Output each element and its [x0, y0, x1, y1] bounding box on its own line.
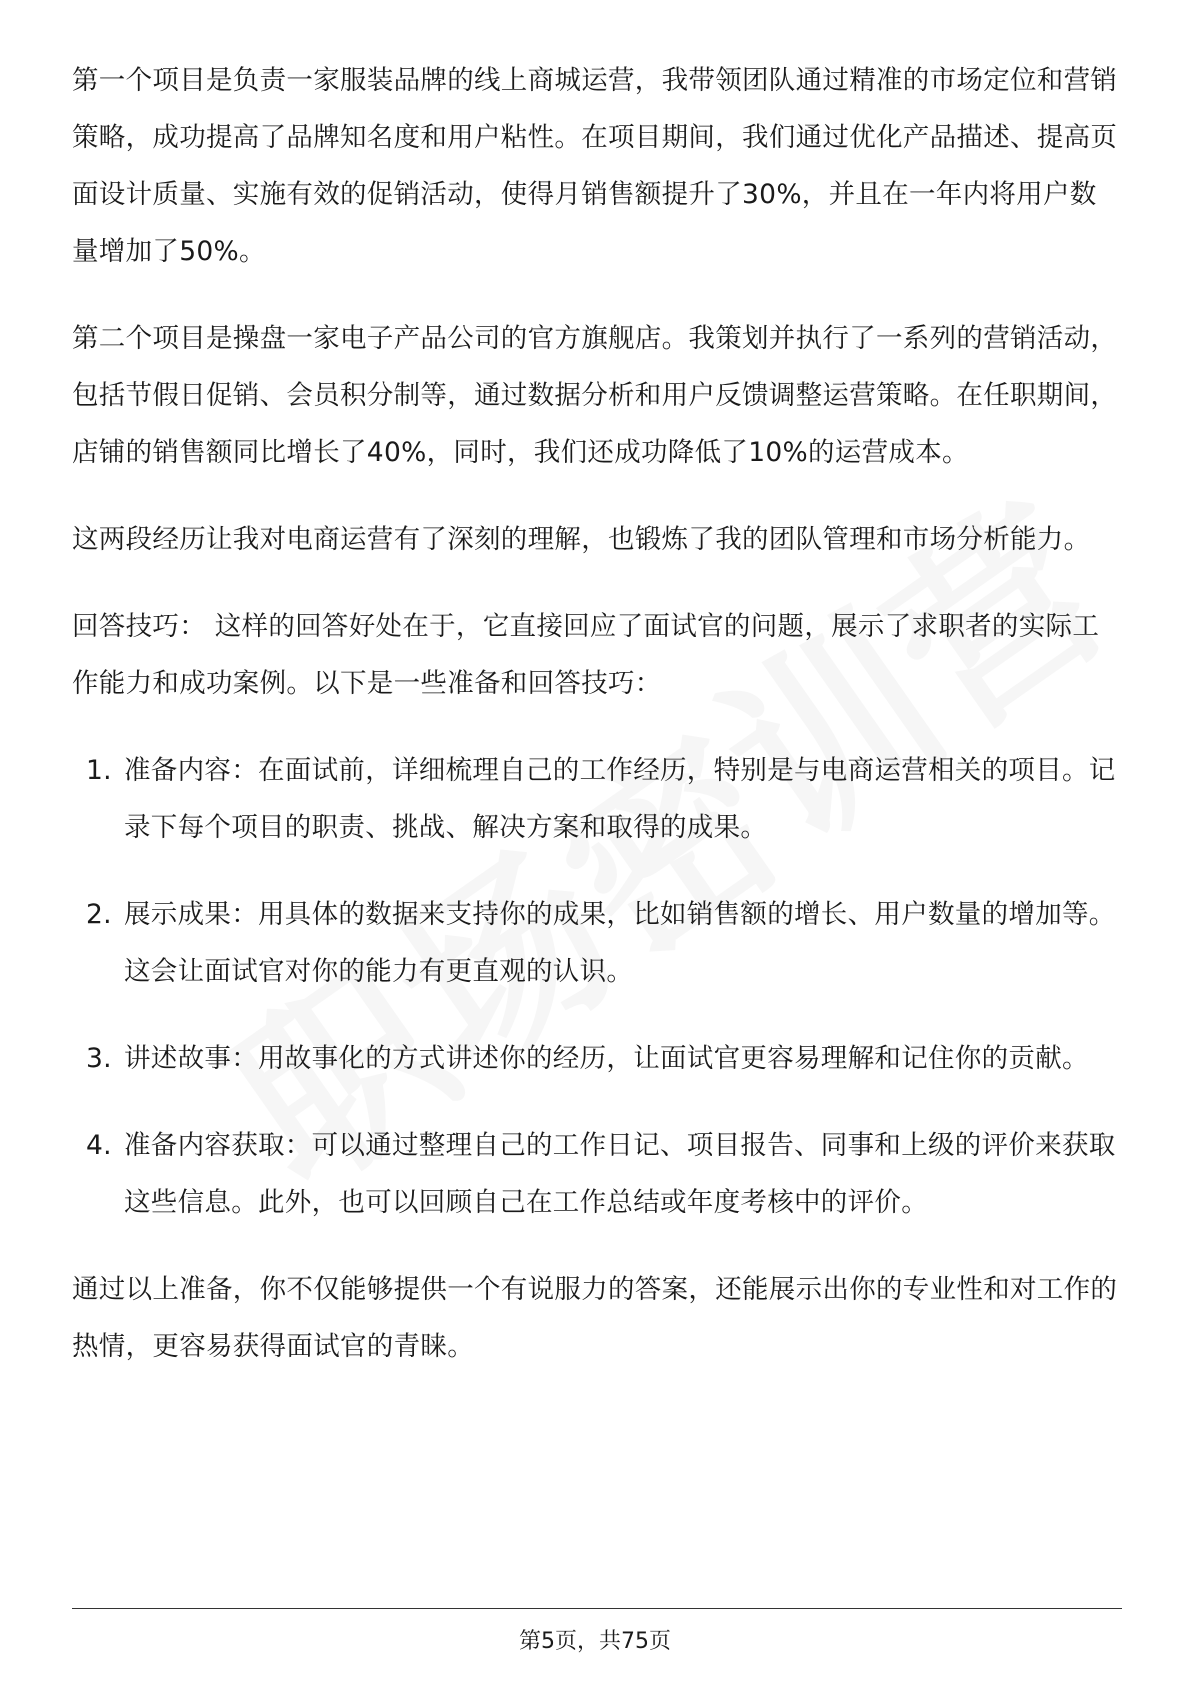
list-item-text: 准备内容：在面试前，详细梳理自己的工作经历，特别是与电商运营相关的项目。记录下每个项目的职责、挑战、解决方案和取得的成果。	[124, 755, 1116, 843]
list-item-text: 准备内容获取：可以通过整理自己的工作日记、项目报告、同事和上级的评价来获取这些信息。此外，也可以回顾自己在工作总结或年度考核中的评价。	[124, 1130, 1116, 1218]
list-item	[72, 742, 1122, 856]
list-item-text: 讲述故事：用故事化的方式讲述你的经历，让面试官更容易理解和记住你的贡献。	[124, 1043, 1089, 1074]
list-item-number: 1.	[86, 755, 112, 786]
footer-divider	[72, 1608, 1122, 1609]
list-item	[72, 1030, 1122, 1087]
list-item-number: 2.	[86, 899, 112, 930]
page-number: 第5页，共75页	[519, 1629, 671, 1654]
paragraph-project-one: 第一个项目是负责一家服装品牌的线上商城运营，我带领团队通过精准的市场定位和营销策略，成功提高了品牌知名度和用户粘性。在项目期间，我们通过优化产品描述、提高页面设计质量、实施有效的促销活动，使得月销售额提升了30%，并且在一年内将用户数量增加了50%。	[72, 65, 1118, 267]
list-item-number: 4.	[86, 1130, 112, 1161]
paragraph-summary: 这两段经历让我对电商运营有了深刻的理解，也锻炼了我的团队管理和市场分析能力。	[72, 524, 1091, 555]
paragraph-answer-tips: 回答技巧： 这样的回答好处在于，它直接回应了面试官的问题，展示了求职者的实际工作能力和成功案例。以下是一些准备和回答技巧：	[72, 611, 1100, 699]
paragraph-closing: 通过以上准备，你不仅能够提供一个有说服力的答案，还能展示出你的专业性和对工作的热情，更容易获得面试官的青睐。	[72, 1274, 1118, 1362]
paragraph-project-two: 第二个项目是操盘一家电子产品公司的官方旗舰店。我策划并执行了一系列的营销活动，包括节假日促销、会员积分制等，通过数据分析和用户反馈调整运营策略。在任职期间，店铺的销售额同比增长了40%，同时，我们还成功降低了10%的运营成本。	[72, 323, 1118, 468]
document-body	[72, 52, 1122, 1405]
list-item-number: 3.	[86, 1043, 112, 1074]
list-item-text: 展示成果：用具体的数据来支持你的成果，比如销售额的增长、用户数量的增加等。这会让面试官对你的能力有更直观的认识。	[124, 899, 1116, 987]
list-item	[72, 886, 1122, 1000]
list-item	[72, 1117, 1122, 1231]
tips-list	[72, 742, 1122, 1231]
